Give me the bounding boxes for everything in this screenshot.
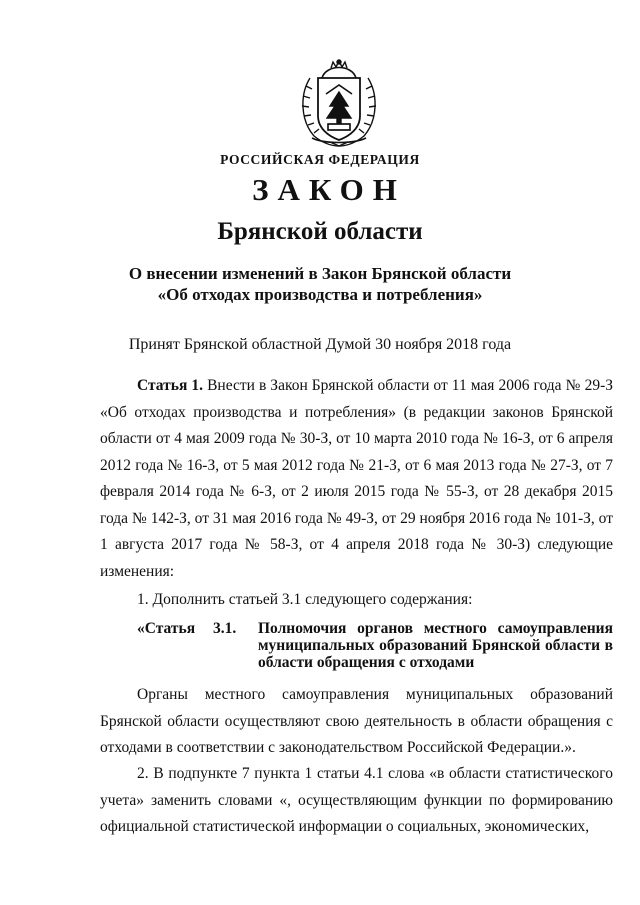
article-3-1-label: «Статья 3.1.	[137, 620, 237, 637]
article-1-paragraph	[100, 373, 613, 585]
article-1-text: Внести в Закон Брянской области от 11 мая 2006 года № 29-З «Об отходах производства и потребления» (в редакции законов Брянской области от 4 мая 2009 года № 30-З, от 10 марта 2010 года № 16-З, от 6 апреля 2012 года № 16-З, от 5 мая 2012 года № 21-З, от 6 мая 2013 года № 27-З, от 7 февраля 2014 года № 6-З, от 2 июля 2015 года № 55-З, от 28 декабря 2015 года № 142-З, от 31 мая 2016 года № 49-З, от 29 ноября 2016 года № 101-З, от 1 августа 2017 года № 58-З, от 4 апреля 2018 года № 30-З) следующие изменения:	[100, 377, 614, 580]
article-1-label: Статья 1.	[137, 377, 204, 394]
federation-heading: РОССИЙСКАЯ ФЕДЕРАЦИЯ	[220, 152, 420, 167]
law-title: ЗАКОН	[252, 172, 406, 207]
law-subject-line1: О внесении изменений в Закон Брянской области	[128, 264, 512, 283]
item-2-paragraph: 2. В подпункте 7 пункта 1 статьи 4.1 слова «в области статистического учета» заменить словами «, осуществляющим функции по формированию официальной статистической информации о социальных, экономических,	[100, 765, 613, 835]
region-title: Брянской области	[217, 218, 423, 245]
adoption-date-line: Принят Брянской областной Думой 30 ноября 2018 года	[128, 336, 512, 353]
law-subject-line2: «Об отходах производства и потребления»	[157, 285, 483, 304]
article-3-1-heading: Полномочия органов местного самоуправления муниципальных образований Брянской области в области обращения с отходами	[258, 620, 613, 671]
article-3-1-text: Органы местного самоуправления муниципальных образований Брянской области осуществляют свою деятельность в области обращения с отходами в соответствии с законодательством Российской Федерации.».	[100, 686, 613, 756]
law-subject	[0, 263, 640, 305]
item-1-paragraph: 1. Дополнить статьей 3.1 следующего содержания:	[137, 591, 473, 608]
bryansk-oblast-coat-of-arms-icon	[296, 58, 382, 148]
